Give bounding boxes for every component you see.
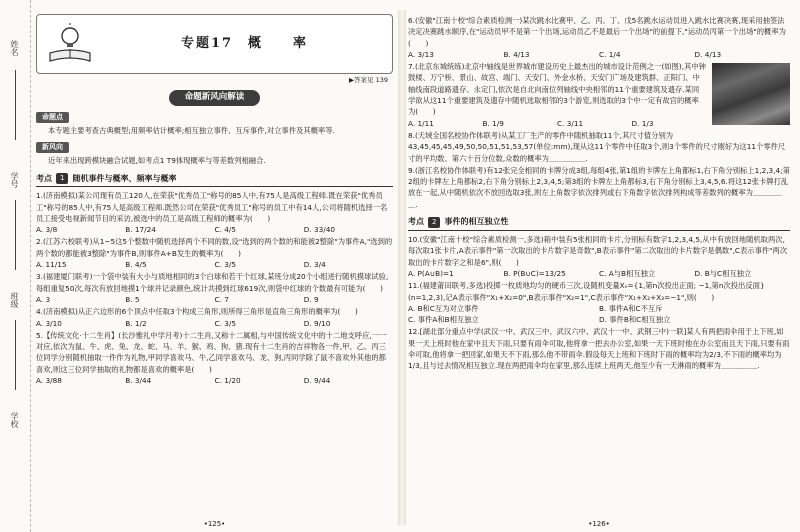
section-banner: 命题新风向解读 — [36, 90, 393, 106]
binding-label-name: 姓名 — [10, 40, 19, 56]
question: 5.【传统文化·十二生肖】(长沙雅礼中学月考)十二生肖,又称十二属相,与中国传统文化中的十二地支呼应,一一对应,依次为鼠、牛、虎、兔、龙、蛇、马、羊、猴、鸡、狗、猪.现有十二生肖的吉祥物各一件,甲、乙、丙三位同学分别随机抽取一件作为礼物,甲同学喜欢马、牛,乙同学喜欢马、龙、狗,丙同学除了鼠不喜欢外其他的都喜欢,则这三位同学抽取的礼物都是喜欢的概率是( ) A. 3/88 B. 3/44 C. 1/20 D. 9/44 — [36, 330, 387, 386]
question: 8.(天域全国名校协作体联考)从某工厂生产的零件中随机抽取11个,其尺寸值分别为43,45,45,45,49,50,50,51,51,53,57(单位:mm),现从这11个零件中任取3个,则3个零件的尺寸刚好为这11个零件尺寸的平均数、第六十百分位数,众数的概率为＿＿＿＿＿. — [408, 130, 786, 163]
mingtidian-text: 本专题主要考查古典概型;用频率估计概率;相互独立事件、互斥事件,对立事件及其概率等. — [48, 125, 335, 135]
chapter-header — [36, 14, 393, 84]
tag-xinfengxiang: 新风向 — [36, 142, 69, 153]
question: 10.(安徽"江南十校"综合素质检测一,多选)箱中装有5张相同的卡片,分别标有数字1,2,3,4,5,从中有放回地随机取两次,每次取1张卡片,A表示事件"第一次取出的卡片数字是奇数",B表示事件"第二次取出的卡片数字是偶数",C表示事件"两次取出的卡片数字之和是6",则( ) A. P(A∪B)=1 B. P(B∪C)=13/25 C. A与B相互独立 D. B与C相互独立 — [408, 235, 788, 278]
page-number: •125• — [203, 520, 226, 529]
binding-margin — [0, 0, 31, 532]
xinfengxiang-text: 近年来出现跨模块融合试题,如考点1 T9体现概率与等差数列相融合. — [48, 155, 266, 165]
binding-label-school: 学校 — [10, 412, 19, 428]
binding-label-id: 学号 — [10, 172, 19, 188]
question: 11.(福建莆田联考,多选)投掷一枚质地均匀的硬币三次,设随机变量Xₙ={1,第n次投出正面; −1,第n次投出反面}(n=1,2,3),记A表示事件"X₁+X₂=0",B表示事件"X₂=1",C表示事件"X₁+X₂+X₃=−1",则( ) A. B和C互为对立事件 B. 事件A和C不互斥 C. 事件A和B相互独立 D. 事件B和C相互独立 — [408, 281, 765, 325]
topic-header-2: 考点 2 事件的相互独立性 — [408, 215, 790, 231]
question: 6.(安徽"江南十校"综合素质检测一)某次跳水比赛甲、乙、丙、丁、戊5名跳水运动员进入跳水比赛决赛,现采用抽签法决定决赛跳水顺序,在"运动员甲不是第一个出场,运动员乙不是最后一个出场"的前提下,"运动员丙第一个出场"的概率为( ) A. 3/13 B. 4/13 C. 1/4 D. 4/13 — [408, 16, 786, 59]
binding-label-class: 班级 — [10, 292, 19, 308]
question: 1.(济南模拟)某公司现有员工120人,在荣获"优秀员工"称号的85人中,有75人是高级工程师.既在荣获"优秀员工"称号的85人中,有75人是高级工程师.既然公司在荣获"优秀员工"称号的员工中有14人,公司将随机选择一名员工接受电视新闻节目的采访,被选中的员工是高级工程师的概率为( ) A. 3/8 B. 17/24 C. 4/5 D. 33/40 — [36, 191, 388, 235]
topic-header-1: 考点 1 随机事件与概率、频率与概率 — [36, 171, 393, 187]
lightbulb-book-icon — [43, 20, 97, 68]
answer-reference: ▶答案见 139 — [349, 75, 388, 84]
page-gutter — [398, 10, 406, 525]
page-number: •126• — [588, 520, 610, 529]
question: 9.(浙江名校协作体联考)有12张完全相同的卡牌分成3组,每组4张,第1组的卡牌左上角都标1,右下角分别标上1,2,3,4;第2组的卡牌左上角都标2,右下角分别标上2,3,4,5;第3组的卡牌左上角都标3,右下角分别标上3,4,5,6.将这12张卡牌打乱放在一起,从中随机依次不放回选取3张,则左上角数字依次排列或右下角数字依次排列构成等差数列的概率为＿＿＿＿＿. — [408, 165, 790, 209]
question: 2.(江苏六校联考)从1~5这5个整数中随机选择两个不同的数,设"选到的两个数的和能被2整除"为事件A,"选到的两个数的都能被3整除"为事件B,则事件A+B发生的概率为( ) A. 11/15 B. 4/5 C. 3/5 D. 3/4 — [36, 237, 393, 270]
question: 7.(北京东城统练)北京中轴线是世界城市建设历史上最杰出的城市设计范例之一(如图),其中钟鼓楼、万宁桥、景山、故宫、端门、天安门、外金水桥、天安门广场及建筑群、正阳门、中轴线南段道路遗存、永定门,依次是自北向南位列轴线中央相邻的11个重要建筑及遗存.某同学欲从这11个重要建筑及遗存中随机选取相邻的3个游览,则选取的3个中一定有故宫的概率为( ) A. 1/11 B. 1/9 C. 3/11 D. 1/3 — [408, 61, 790, 129]
question: 12.[湖北部分重点中学(武汉一中、武汉三中、武汉六中、武汉十一中、武钢三中)一联]某人有两把雨伞用于上下班,如果一天上班时他在家中且天下雨,只要有雨伞可取,他将拿一把去办公室,如果一天下班时他在办公室而且天下雨,只要有雨伞可取,他将拿一把回家,如果天不下雨,那么他不带雨伞.假设每天上班和下班时下雨的概率均为2/3,不下雨的概率均为1/3,且与过去情况相互独立.现在两把雨伞均在家里,那么连续上班两天,他至少有一天淋雨的概率为＿＿＿＿＿. — [408, 327, 790, 371]
chapter-title: 专题17 概 率 — [180, 35, 309, 51]
beijing-axis-photo — [712, 63, 790, 125]
tag-mingtidian: 命题点 — [36, 112, 69, 123]
left-page — [36, 14, 393, 529]
question: 4.(济南模拟)从正六边形的6个顶点中任取3个构成三角形,则所得三角形是直角三角形的概率为( ) A. 3/10 B. 1/2 C. 3/5 D. 9/10 — [36, 307, 358, 328]
right-page — [408, 14, 790, 529]
question: 3.(福建厦门联考)一个袋中装有大小与质地相同的3个白球和若干个红球,某班分成20个小组进行随机摸球试验,每组重复50次,每次有放回地摸1个球并记录颜色,统计共摸到红球619次,则袋中红球的个数最有可能为( ) A. 3 B. 5 C. 7 D. 9 — [36, 272, 389, 304]
